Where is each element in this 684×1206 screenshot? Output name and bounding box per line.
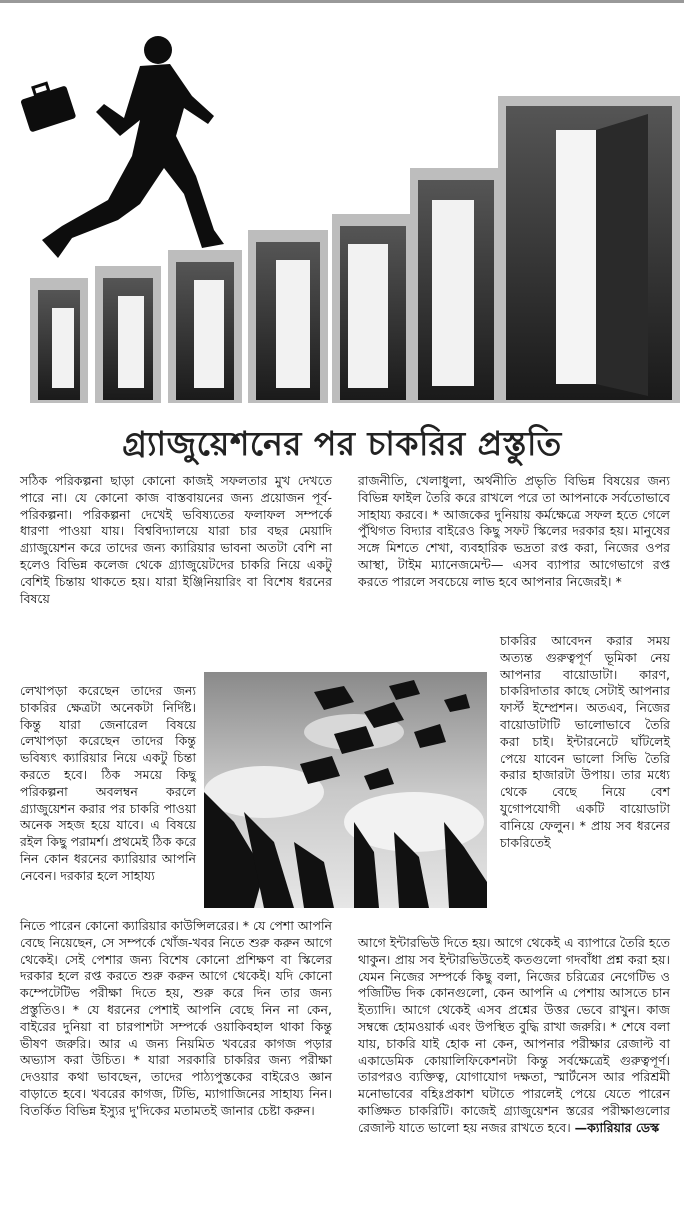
step-5 <box>332 214 414 403</box>
step-1 <box>30 278 88 403</box>
column-right-bottom <box>358 935 670 1137</box>
step-3 <box>168 250 242 403</box>
paragraph: রাজনীতি, খেলাধুলা, অর্থনীতি প্রভৃতি বিভিন্ন বিষয়ের জন্য বিভিন্ন ফাইল তৈরি করে রাখলে পরে তা আপনাকে সর্বতোভাবে সাহায্য করবে। * আজকের দুনিয়ায় কর্মক্ষেত্রে সফল হতে গেলে পুঁথিগত বিদ্যার বাইরেও কিছু সফট স্কিলের দরকার হয়। মানুষের সঙ্গে মিশতে শেখা, ব্যবহারিক ভদ্রতা রপ্ত করা, নিজের ওপর আস্থা, টাইম ম্যানেজমেন্ট— এসব ব্যাপার আগেভাগে রপ্ত করতে পারলে সবচেয়ে লাভ হবে আপনার নিজেরই। * <box>358 473 670 589</box>
businessman-silhouette <box>20 36 224 258</box>
column-right-top <box>358 473 670 591</box>
top-rule <box>0 0 684 3</box>
paragraph: নিতে পারেন কোনো ক্যারিয়ার কাউন্সিলরের। * যে পেশা আপনি বেছে নিয়েছেন, সে সম্পর্কে খোঁজ-খবর নিতে শুরু করুন আগে থেকেই। সেই পেশার জন্য বিশেষ কোনো প্রশিক্ষণ বা স্কিলের দরকার হলে রপ্ত করতে শুরু করুন আগে থেকেই। যদি কোনো কম্পেটেটিভ পরীক্ষা দিতে হয়, শুরু করে দিন তার জন্য প্রস্তুতিও। * যে ধরনের পেশাই আপনি বেছে নিন না কেন, বাইরের দুনিয়া বা চারপাশটা সম্পর্কে ওয়াকিবহাল থাকা কিন্তু ভীষণ জরুরি। আর এ জন্য নিয়মিত খবরের কাগজ পড়ার অভ্যাস করা উচিত। * যারা সরকারি চাকরির জন্য পরীক্ষা দেওয়ার কথা ভাবছেন, তাদের পাঠ্যপুস্তকের বাইরেও জ্ঞান বাড়াতে হবে। খবরের কাগজ, টিভি, ম্যাগাজিনের সাহায্য নিন। বিতর্কিত বিভিন্ন ইস্যুর দু'দিকের মতামতই জানার চেষ্টা করুন। <box>20 918 332 1118</box>
column-right-narrow <box>500 633 670 851</box>
paragraph: সঠিক পরিকল্পনা ছাড়া কোনো কাজই সফলতার মুখ দেখতে পারে না। যে কোনো কাজ বাস্তবায়নের জন্য প্রয়োজন পূর্ব-পরিকল্পনা। পরিকল্পনা দেখেই ভবিষ্যতের ফলাফল সম্পর্কে ধারণা পাওয়া যায়। বিশ্ববিদ্যালয়ে যারা চার বছর মেয়াদি গ্র্যাজুয়েশন করে তাদের জন্য ক্যারিয়ার ভাবনা অতটা বেশি না হলেও বিভিন্ন কলেজ থেকে গ্র্যাজুয়েটদের চাকরি নিয়ে একটু বেশিই চিন্তায় থাকতে হয়। যারা ইঞ্জিনিয়ারিং বা বিশেষ ধরনের বিষয়ে <box>20 473 332 606</box>
column-left-top <box>20 473 332 607</box>
step-2 <box>95 266 161 403</box>
column-left-narrow <box>20 683 196 885</box>
step-4 <box>248 230 328 403</box>
paragraph-text: আগে ইন্টারভিউ দিতে হয়। আগে থেকেই এ ব্যাপারে তৈরি হতে থাকুন। প্রায় সব ইন্টারভিউতেই কতগুলো গদবাঁধা প্রশ্ন করা হয়। যেমন নিজের সম্পর্কে কিছু বলা, নিজের চরিত্রের নেগেটিভ ও পজিটিভ দিক কোনগুলো, কেন আপনি এ পেশায় আসতে চান ইত্যাদি। আগে থেকেই এসব প্রশ্নের উত্তর ভেবে রাখুন। কাজ সম্বন্ধে হোমওয়ার্ক এবং উপস্থিত বুদ্ধি রাখা জরুরি। * শেষে বলা যায়, চাকরি যাই হোক না কেন, আপনার পরীক্ষার রেজাল্ট বা একাডেমিক কোয়ালিফিকেশনটা কিন্তু সর্বক্ষেত্রেই গুরুত্বপূর্ণ। তারপরও ব্যক্তিত্ব, যোগাযোগ দক্ষতা, স্মার্টনেস আর পরিশ্রমী মনোভাবের বহিঃপ্রকাশ ঘটাতে পারলেই পেয়ে যেতে পারেন কাঙ্ক্ষিত চাকরিটি। কাজেই গ্র্যাজুয়েশন স্তরের পরীক্ষাগুলোর রেজাল্ট যাতে ভালো হয় নজর রাখতে হবে। <box>358 935 670 1135</box>
paragraph: লেখাপড়া করেছেন তাদের জন্য চাকরির ক্ষেত্রটা অনেকটা নির্দিষ্ট। কিন্তু যারা জেনারেল বিষয়ে লেখাপড়া করেছেন তাদের কিন্তু ভবিষ্যৎ ক্যারিয়ার নিয়ে একটু চিন্তা করতে হবে। ঠিক সময়ে কিছু পরিকল্পনা অবলম্বন করলে গ্র্যাজুয়েশন করার পর চাকরি পাওয়া অনেক সহজ হয়ে যাবে। এ বিষয়ে রইল কিছু পরামর্শ। প্রথমেই ঠিক করে নিন কোন ধরনের ক্যারিয়ার আপনি নেবেন। দরকার হলে সাহায্য <box>20 683 196 883</box>
step-7 <box>498 96 680 403</box>
graduation-photo <box>204 672 487 908</box>
article-headline: গ্র্যাজুয়েশনের পর চাকরির প্রস্তুতি <box>122 424 562 463</box>
column-left-bottom <box>20 918 332 1120</box>
step-6 <box>410 168 502 403</box>
byline-signature: —ক্যারিয়ার ডেস্ক <box>574 1119 660 1135</box>
paragraph: চাকরির আবেদন করার সময় অত্যন্ত গুরুত্বপূর্ণ ভূমিকা নেয় আপনার বায়োডাটা। কারণ, চাকরিদাতার কাছে সেটাই আপনার ফার্স্ট ইম্প্রেশন। অতএব, নিজের বায়োডাটাটি ভালোভাবে তৈরি করা চাই। ইন্টারনেটে ঘাঁটলেই পেয়ে যাবেন ভালো সিভি তৈরি করার হাজারটা উপায়। তার মধ্যে থেকে বেছে নিয়ে বেশ যুগোপযোগী একটি বায়োডাটা বানিয়ে ফেলুন। * প্রায় সব ধরনের চাকরিতেই <box>500 633 670 850</box>
paragraph <box>358 935 670 1137</box>
hero-illustration <box>0 8 684 408</box>
